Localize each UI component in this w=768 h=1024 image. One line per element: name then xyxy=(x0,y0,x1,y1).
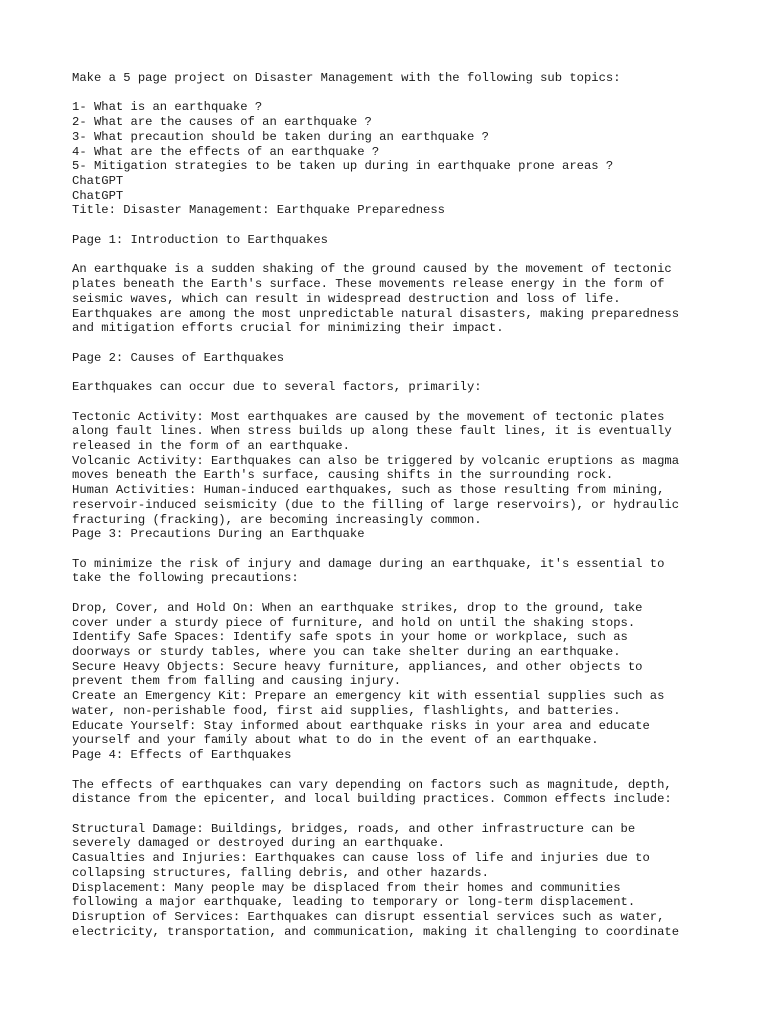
text-line: Casualties and Injuries: Earthquakes can cause loss of life and injuries due to xyxy=(72,851,650,866)
text-line: Make a 5 page project on Disaster Management with the following sub topics: xyxy=(72,71,621,85)
text-line: distance from the epicenter, and local building practices. Common effects include: xyxy=(72,792,672,807)
text-line xyxy=(72,807,732,822)
text-line xyxy=(72,218,732,233)
text-line: Create an Emergency Kit: Prepare an emergency kit with essential supplies such as xyxy=(72,689,665,704)
text-line: prevent them from falling and causing injury. xyxy=(72,674,402,689)
text-line: Title: Disaster Management: Earthquake Preparedness xyxy=(72,203,445,218)
text-line: released in the form of an earthquake. xyxy=(72,438,350,453)
text-line xyxy=(72,395,732,410)
text-line xyxy=(72,763,732,778)
text-line: ChatGPT xyxy=(72,188,124,203)
text-line: following a major earthquake, leading to temporary or long-term displacement. xyxy=(72,895,636,910)
text-line: doorways or sturdy tables, where you can take shelter during an earthquake. xyxy=(72,645,621,660)
text-line: moves beneath the Earth's surface, causing shifts in the surrounding rock. xyxy=(72,468,614,483)
text-line: 5- Mitigation strategies to be taken up during in earthquake prone areas ? xyxy=(72,159,614,174)
text-line: severely damaged or destroyed during an earthquake. xyxy=(72,836,445,851)
text-line xyxy=(72,365,732,380)
text-line: Page 2: Causes of Earthquakes xyxy=(72,350,285,365)
text-line: Educate Yourself: Stay informed about earthquake risks in your area and educate xyxy=(72,718,650,733)
text-line: Human Activities: Human-induced earthquakes, such as those resulting from mining, xyxy=(72,483,665,498)
text-line: electricity, transportation, and communication, making it challenging to coordinate xyxy=(72,924,680,939)
text-line xyxy=(72,542,732,557)
text-line xyxy=(72,86,732,101)
text-line xyxy=(72,248,732,263)
document-page xyxy=(72,71,732,939)
text-line: water, non-perishable food, first aid supplies, flashlights, and batteries. xyxy=(72,703,621,718)
text-line: 1- What is an earthquake ? xyxy=(72,100,263,115)
text-line: Page 4: Effects of Earthquakes xyxy=(72,748,292,763)
text-line: along fault lines. When stress builds up along these fault lines, it is eventually xyxy=(72,424,672,439)
text-line: and mitigation efforts crucial for minimizing their impact. xyxy=(72,321,504,336)
text-line: yourself and your family about what to do in the event of an earthquake. xyxy=(72,733,599,748)
text-line: take the following precautions: xyxy=(72,571,299,586)
text-line: collapsing structures, falling debris, and other hazards. xyxy=(72,865,489,880)
text-line: To minimize the risk of injury and damage during an earthquake, it's essential to xyxy=(72,556,665,571)
text-line: 4- What are the effects of an earthquake ? xyxy=(72,144,380,159)
text-line: reservoir-induced seismicity (due to the filling of large reservoirs), or hydraulic xyxy=(72,497,680,512)
text-line: 3- What precaution should be taken during an earthquake ? xyxy=(72,129,489,144)
text-line: ChatGPT xyxy=(72,174,124,189)
text-line: plates beneath the Earth's surface. These movements release energy in the form of xyxy=(72,277,665,292)
text-line: Tectonic Activity: Most earthquakes are caused by the movement of tectonic plates xyxy=(72,409,665,424)
text-line: seismic waves, which can result in widespread destruction and loss of life. xyxy=(72,291,621,306)
text-line: Earthquakes can occur due to several factors, primarily: xyxy=(72,380,482,395)
text-line: Disruption of Services: Earthquakes can disrupt essential services such as water, xyxy=(72,909,665,924)
text-line: Earthquakes are among the most unpredictable natural disasters, making preparedness xyxy=(72,306,680,321)
text-line: Displacement: Many people may be displaced from their homes and communities xyxy=(72,880,621,895)
text-line: Secure Heavy Objects: Secure heavy furniture, appliances, and other objects to xyxy=(72,659,643,674)
text-line: Identify Safe Spaces: Identify safe spots in your home or workplace, such as xyxy=(72,630,628,645)
text-line: Volcanic Activity: Earthquakes can also be triggered by volcanic eruptions as magma xyxy=(72,453,680,468)
text-line: The effects of earthquakes can vary depending on factors such as magnitude, depth, xyxy=(72,777,672,792)
text-line xyxy=(72,586,732,601)
text-line: 2- What are the causes of an earthquake ? xyxy=(72,115,372,130)
text-line: Page 1: Introduction to Earthquakes xyxy=(72,232,328,247)
text-line: Structural Damage: Buildings, bridges, roads, and other infrastructure can be xyxy=(72,821,636,836)
text-line: Drop, Cover, and Hold On: When an earthquake strikes, drop to the ground, take xyxy=(72,600,643,615)
text-line: Page 3: Precautions During an Earthquake xyxy=(72,527,365,542)
text-line: cover under a sturdy piece of furniture, and hold on until the shaking stops. xyxy=(72,615,636,630)
text-line: fracturing (fracking), are becoming increasingly common. xyxy=(72,512,482,527)
text-line xyxy=(72,336,732,351)
text-line: An earthquake is a sudden shaking of the ground caused by the movement of tectonic xyxy=(72,262,672,277)
